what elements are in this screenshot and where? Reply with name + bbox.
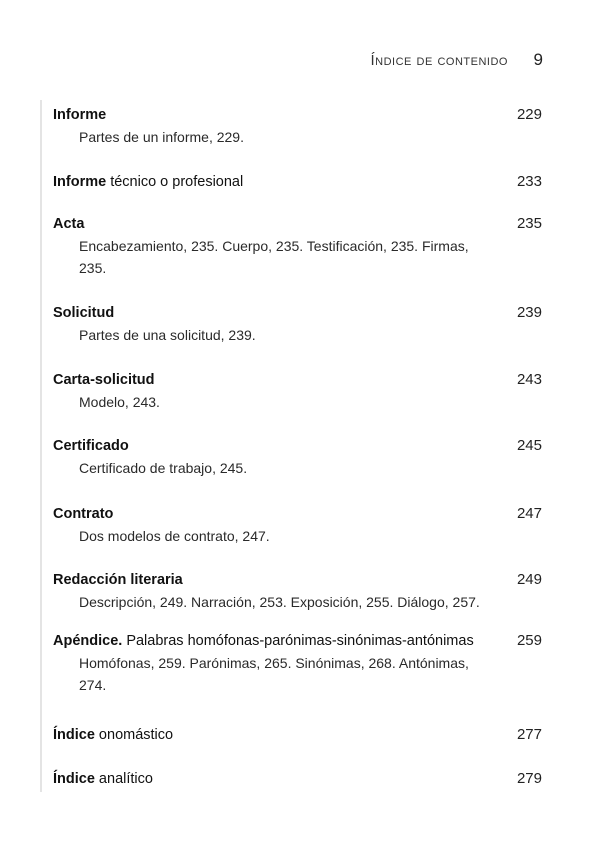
running-header	[0, 50, 600, 74]
toc-entry-title: Informe	[53, 107, 107, 123]
toc-entry-page: 247	[516, 505, 542, 522]
toc-entry-page: 235	[516, 215, 542, 232]
toc-entry-acta	[53, 213, 542, 302]
toc-entry-page: 229	[516, 106, 542, 123]
toc-subentry: Certificado de trabajo, 245.	[79, 460, 248, 476]
toc-entry-page: 277	[516, 726, 542, 743]
toc-subentry: Descripción, 249. Narración, 253. Exposición, 255. Diálogo, 257.	[79, 594, 480, 610]
toc-entry-informe	[53, 104, 542, 171]
toc-entry-title: Informe técnico o profesional	[53, 174, 244, 190]
toc-entry-title: Apéndice. Palabras homófonas-parónimas-sinónimas-antónimas	[53, 633, 474, 649]
toc-entry-page: 259	[516, 632, 542, 649]
toc-entry-indice-onomastico	[53, 724, 542, 768]
toc-entry-title: Contrato	[53, 506, 114, 522]
toc-subentry: Partes de una solicitud, 239.	[79, 327, 256, 343]
toc-entry-contrato	[53, 503, 542, 569]
toc-entry-title: Índice onomástico	[53, 727, 174, 743]
toc-entry-page: 233	[516, 173, 542, 190]
toc-entry-page: 239	[516, 304, 542, 321]
toc-subentry: Partes de un informe, 229.	[79, 129, 244, 145]
toc-entry-page: 249	[516, 571, 542, 588]
toc-subentry: Dos modelos de contrato, 247.	[79, 528, 270, 544]
toc-subentry: Homófonas, 259. Parónimas, 265. Sinónimas, 268. Antónimas, 274.	[79, 655, 469, 693]
toc-entry-page: 245	[516, 437, 542, 454]
toc-entry-informe-tecnico	[53, 171, 542, 213]
toc-entry-indice-analitico	[53, 768, 542, 798]
table-of-contents	[53, 104, 542, 798]
toc-entry-page: 243	[516, 371, 542, 388]
running-title: Índice de contenido	[370, 52, 508, 69]
toc-entry-solicitud	[53, 302, 542, 369]
toc-subentry: Modelo, 243.	[79, 394, 160, 410]
page-number: 9	[533, 50, 543, 69]
toc-entry-title: Carta-solicitud	[53, 372, 155, 388]
toc-entry-redaccion-literaria	[53, 569, 542, 630]
toc-entry-page: 279	[516, 770, 542, 787]
toc-entry-carta-solicitud	[53, 369, 542, 435]
toc-entry-apendice	[53, 630, 542, 724]
toc-entry-title: Redacción literaria	[53, 572, 183, 588]
left-margin-rule	[40, 100, 42, 792]
toc-entry-title: Solicitud	[53, 305, 115, 321]
toc-subentry: Encabezamiento, 235. Cuerpo, 235. Testificación, 235. Firmas, 235.	[79, 238, 469, 276]
toc-entry-title: Acta	[53, 216, 85, 232]
toc-entry-certificado	[53, 435, 542, 503]
toc-entry-title: Índice analítico	[53, 771, 153, 787]
toc-entry-title: Certificado	[53, 438, 129, 454]
